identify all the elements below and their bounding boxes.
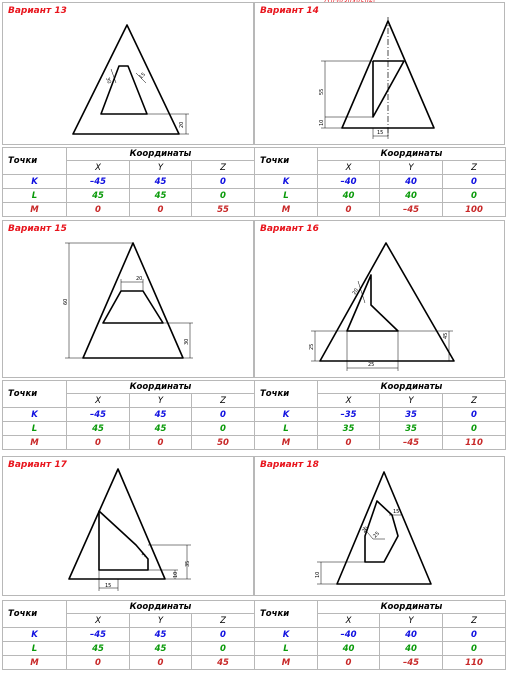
drawing-panel-variant-17 xyxy=(2,456,254,596)
dim-label: 55 xyxy=(319,88,325,95)
drawing-panel-variant-16 xyxy=(254,220,505,378)
x-value: 0 xyxy=(67,436,130,450)
pyramid-drawing-18 xyxy=(255,457,506,597)
outer-triangle xyxy=(69,469,165,579)
points-header: Точки xyxy=(3,601,67,628)
table-row xyxy=(3,408,255,422)
y-value: 35 xyxy=(380,408,443,422)
variant-title: Вариант 17 xyxy=(8,460,67,470)
outer-triangle xyxy=(337,472,431,584)
point-name: M xyxy=(3,203,67,217)
x-value: 45 xyxy=(67,189,130,203)
y-value: 45 xyxy=(130,408,192,422)
points-header: Точки xyxy=(255,601,318,628)
pyramid-drawing-13 xyxy=(3,3,255,146)
point-name: M xyxy=(3,436,67,450)
dim-label: 60 xyxy=(63,298,69,305)
dim-label: 25 xyxy=(309,343,315,350)
point-name: M xyxy=(255,436,318,450)
table-row xyxy=(3,642,255,656)
drawing-panel-variant-18 xyxy=(254,456,505,596)
variant-title: Вариант 18 xyxy=(260,460,319,470)
x-header: X xyxy=(67,161,130,175)
z-value: 0 xyxy=(443,628,506,642)
dim-label: 15 xyxy=(105,583,112,589)
y-header: Y xyxy=(380,161,443,175)
y-value: –45 xyxy=(380,656,443,670)
table-row xyxy=(255,203,506,217)
y-value: 45 xyxy=(130,422,192,436)
y-header: Y xyxy=(380,394,443,408)
table-row xyxy=(3,656,255,670)
point-name: K xyxy=(255,408,318,422)
cut-opening xyxy=(99,511,148,570)
x-header: X xyxy=(318,394,380,408)
table-row xyxy=(255,628,506,642)
point-name: L xyxy=(3,642,67,656)
y-value: –45 xyxy=(380,436,443,450)
cut-opening xyxy=(347,275,398,331)
dim-label: 5 xyxy=(140,551,148,559)
z-header: Z xyxy=(192,161,255,175)
z-value: 0 xyxy=(192,628,255,642)
y-value: 40 xyxy=(380,189,443,203)
dim-label: 20 xyxy=(136,276,143,282)
z-value: 0 xyxy=(443,408,506,422)
x-header: X xyxy=(318,161,380,175)
y-header: Y xyxy=(380,614,443,628)
z-value: 110 xyxy=(443,436,506,450)
dim-label: 30 xyxy=(104,76,112,85)
outer-triangle xyxy=(73,25,179,134)
x-header: X xyxy=(67,614,130,628)
point-name: L xyxy=(3,422,67,436)
x-value: –45 xyxy=(67,408,130,422)
x-value: 45 xyxy=(67,422,130,436)
z-header: Z xyxy=(443,614,506,628)
dim-label: 25 xyxy=(372,530,381,540)
x-value: –40 xyxy=(318,628,380,642)
coords-header: Координаты xyxy=(67,148,255,161)
z-value: 0 xyxy=(192,422,255,436)
z-value: 0 xyxy=(192,408,255,422)
outer-triangle xyxy=(83,243,183,358)
dim-label: 30 xyxy=(184,338,190,345)
variant-title: Вариант 15 xyxy=(8,224,67,234)
drawing-panel-variant-15 xyxy=(2,220,254,378)
z-value: 0 xyxy=(443,422,506,436)
y-value: 40 xyxy=(380,175,443,189)
points-header: Точки xyxy=(3,148,67,175)
y-value: 45 xyxy=(130,628,192,642)
z-value: 55 xyxy=(192,203,255,217)
z-header: Z xyxy=(443,394,506,408)
drawing-panel-variant-14 xyxy=(254,2,505,145)
table-row xyxy=(255,642,506,656)
dim-label: 25 xyxy=(368,362,375,368)
dim-label: 15 xyxy=(377,130,384,136)
x-header: X xyxy=(318,614,380,628)
variants-sheet xyxy=(2,2,505,680)
x-value: –45 xyxy=(67,175,130,189)
z-value: 50 xyxy=(192,436,255,450)
x-value: –45 xyxy=(67,628,130,642)
points-header: Точки xyxy=(3,381,67,408)
table-row xyxy=(3,203,255,217)
dim-label: 20 xyxy=(351,287,360,296)
drawing-panel-variant-13 xyxy=(2,2,254,145)
coordinates-table-16 xyxy=(254,380,506,450)
y-value: 40 xyxy=(380,628,443,642)
table-row xyxy=(3,628,255,642)
x-value: 0 xyxy=(67,656,130,670)
dim-label: 20 xyxy=(179,121,185,128)
variant-title: Вариант 14 xyxy=(260,6,319,16)
z-value: 0 xyxy=(192,175,255,189)
cut-opening xyxy=(373,61,404,117)
dim-label: 10 xyxy=(173,571,179,578)
coords-header: Координаты xyxy=(67,601,255,614)
z-value: 0 xyxy=(192,189,255,203)
dim-label: 10 xyxy=(319,119,325,126)
y-value: 35 xyxy=(380,422,443,436)
z-value: 100 xyxy=(443,203,506,217)
coordinates-table-17 xyxy=(2,600,255,670)
x-value: 40 xyxy=(318,189,380,203)
y-header: Y xyxy=(130,394,192,408)
z-header: Z xyxy=(443,161,506,175)
dim-label: 35 xyxy=(185,560,191,567)
pyramid-drawing-16 xyxy=(255,221,506,379)
y-value: 0 xyxy=(130,436,192,450)
variant-title: Вариант 13 xyxy=(8,6,67,16)
x-value: 40 xyxy=(318,642,380,656)
point-name: L xyxy=(255,642,318,656)
y-value: 40 xyxy=(380,642,443,656)
dim-label: 10 xyxy=(315,571,321,578)
dim-label: 20 xyxy=(361,525,370,535)
table-row xyxy=(255,436,506,450)
x-value: 45 xyxy=(67,642,130,656)
y-value: 45 xyxy=(130,642,192,656)
table-row xyxy=(255,189,506,203)
dim-label: 15 xyxy=(393,509,400,515)
x-value: 0 xyxy=(67,203,130,217)
coords-header: Координаты xyxy=(67,381,255,394)
z-value: 45 xyxy=(192,656,255,670)
coordinates-table-13 xyxy=(2,147,255,217)
z-value: 0 xyxy=(443,189,506,203)
x-value: –40 xyxy=(318,175,380,189)
point-name: L xyxy=(3,189,67,203)
dim-label: 15 xyxy=(138,71,147,81)
table-row xyxy=(255,422,506,436)
coords-header: Координаты xyxy=(318,381,506,394)
coordinates-table-14 xyxy=(254,147,506,217)
coords-header: Координаты xyxy=(318,601,506,614)
table-row xyxy=(255,408,506,422)
table-row xyxy=(3,175,255,189)
table-row xyxy=(255,175,506,189)
pyramid-drawing-15 xyxy=(3,221,255,379)
point-name: L xyxy=(255,189,318,203)
point-name: M xyxy=(3,656,67,670)
point-name: M xyxy=(255,656,318,670)
point-name: M xyxy=(255,203,318,217)
variant-title: Вариант 16 xyxy=(260,224,319,234)
coordinates-table-18 xyxy=(254,600,506,670)
z-header: Z xyxy=(192,614,255,628)
z-value: 0 xyxy=(192,642,255,656)
dim-label: 45 xyxy=(443,332,449,339)
coords-header: Координаты xyxy=(318,148,506,161)
table-row xyxy=(255,656,506,670)
y-value: –45 xyxy=(380,203,443,217)
point-name: K xyxy=(3,175,67,189)
z-value: 0 xyxy=(443,642,506,656)
outer-triangle xyxy=(320,243,454,361)
z-value: 110 xyxy=(443,656,506,670)
x-header: X xyxy=(67,394,130,408)
y-header: Y xyxy=(130,614,192,628)
points-header: Точки xyxy=(255,381,318,408)
y-value: 0 xyxy=(130,656,192,670)
point-name: K xyxy=(3,628,67,642)
coordinates-table-15 xyxy=(2,380,255,450)
table-row xyxy=(3,189,255,203)
point-name: K xyxy=(255,175,318,189)
x-value: 0 xyxy=(318,436,380,450)
z-header: Z xyxy=(192,394,255,408)
x-value: –35 xyxy=(318,408,380,422)
y-value: 0 xyxy=(130,203,192,217)
x-value: 0 xyxy=(318,203,380,217)
point-name: K xyxy=(255,628,318,642)
y-value: 45 xyxy=(130,189,192,203)
point-name: L xyxy=(255,422,318,436)
table-row xyxy=(3,422,255,436)
x-value: 35 xyxy=(318,422,380,436)
y-header: Y xyxy=(130,161,192,175)
pyramid-drawing-17 xyxy=(3,457,255,597)
y-value: 45 xyxy=(130,175,192,189)
x-value: 0 xyxy=(318,656,380,670)
points-header: Точки xyxy=(255,148,318,175)
table-row xyxy=(3,436,255,450)
z-value: 0 xyxy=(443,175,506,189)
pyramid-drawing-14 xyxy=(255,3,506,146)
point-name: K xyxy=(3,408,67,422)
cut-opening xyxy=(103,291,163,323)
